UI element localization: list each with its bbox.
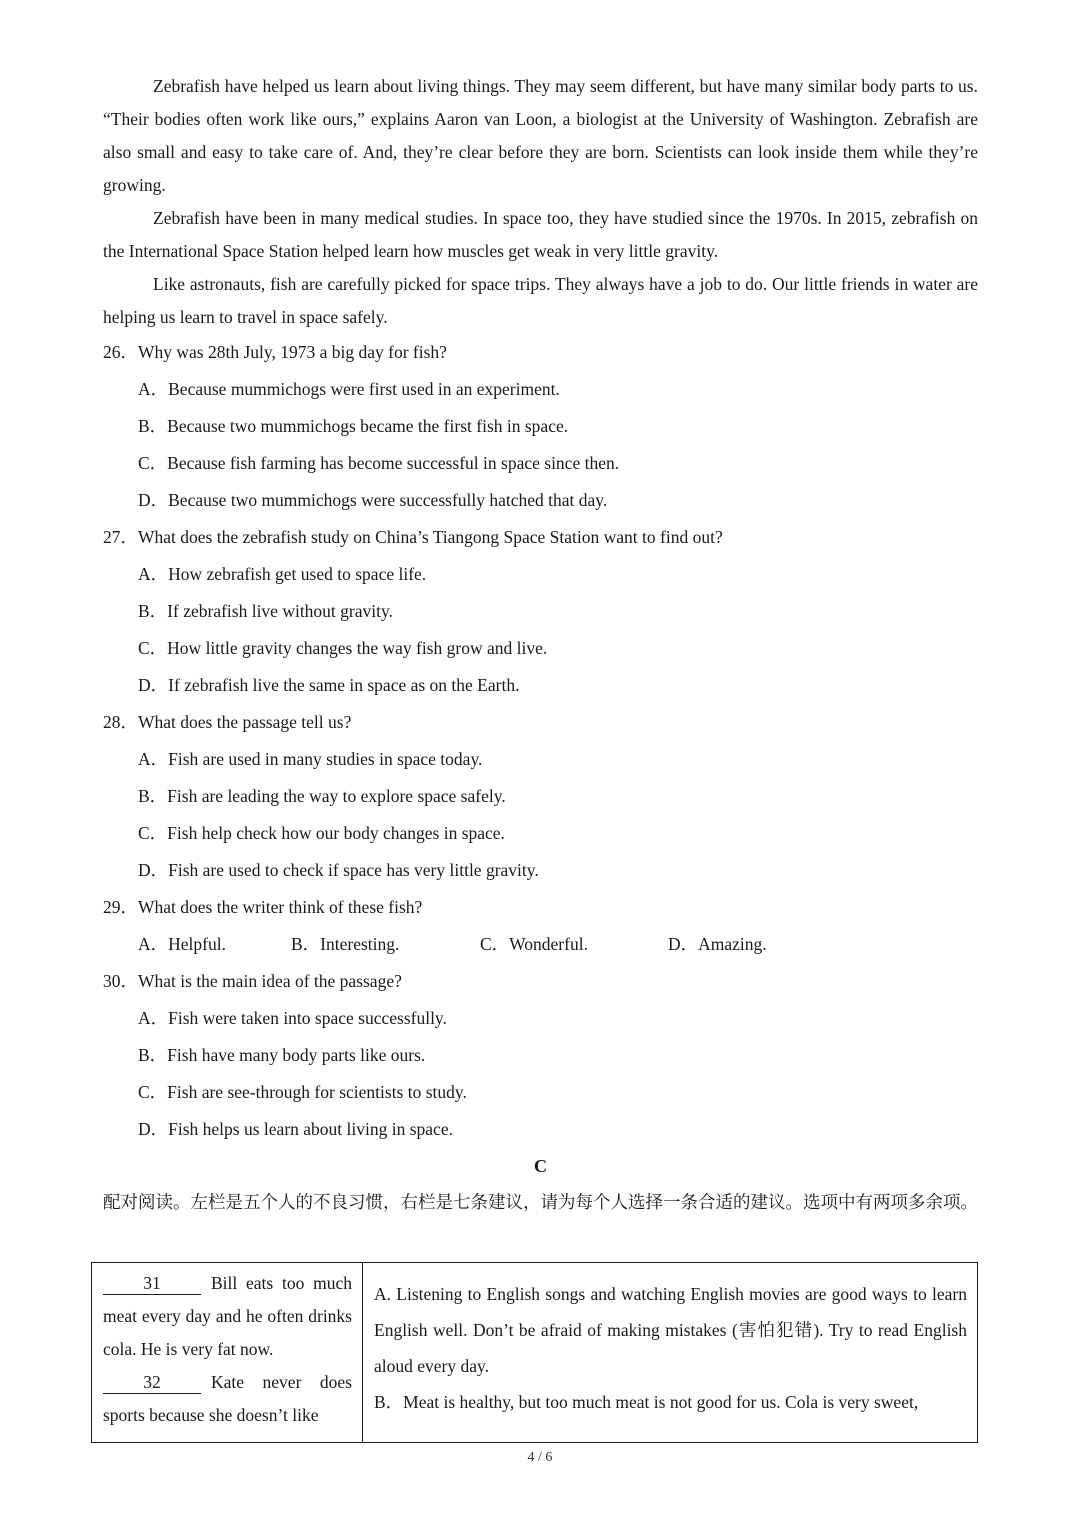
section-instruction: 配对阅读。左栏是五个人的不良习惯，右栏是七条建议，请为每个人选择一条合适的建议。选项中有两项多余项。: [103, 1192, 978, 1212]
option-b: B．Because two mummichogs became the first fish in space.: [138, 416, 569, 436]
passage-paragraph-2: Zebrafish have been in many medical studies. In space too, they have studied since the 1970s. In 2015, zebrafish on the International Space Station helped learn how muscles get weak in very little gravity.: [103, 208, 978, 261]
habit-item-32: [103, 1366, 352, 1432]
habit-text: Kate never does sports because she doesn’t like: [103, 1372, 352, 1425]
option-d: D．Because two mummichogs were successfully hatched that day.: [138, 490, 608, 510]
passage-paragraph-3: Like astronauts, fish are carefully picked for space trips. They always have a job to do. Our little friends in water are helping us learn to travel in space safely.: [103, 274, 978, 327]
option-b: B．Fish are leading the way to explore space safely.: [138, 786, 506, 806]
option-d: D．Fish helps us learn about living in space.: [138, 1119, 453, 1139]
question-stem: 26．Why was 28th July, 1973 a big day for fish?: [103, 342, 447, 362]
question-stem: 28．What does the passage tell us?: [103, 712, 352, 732]
right-column: [363, 1263, 978, 1443]
answer-blank[interactable]: 31: [103, 1272, 201, 1295]
section-title: C: [534, 1156, 547, 1176]
question-stem: 30．What is the main idea of the passage?: [103, 971, 402, 991]
habit-item-31: [103, 1267, 352, 1366]
matching-table: [91, 1262, 978, 1443]
question-stem: 27．What does the zebrafish study on China’s Tiangong Space Station want to find out?: [103, 527, 723, 547]
option-row: [103, 926, 978, 963]
answer-blank[interactable]: 32: [103, 1371, 201, 1394]
option-b: B．Interesting.: [291, 934, 400, 954]
option-c: C．Fish help check how our body changes in space.: [138, 823, 505, 843]
option-a: A．Fish are used in many studies in space today.: [138, 749, 483, 769]
question-27: [103, 519, 978, 704]
option-b: B．Fish have many body parts like ours.: [138, 1045, 426, 1065]
option-c: C．Fish are see-through for scientists to study.: [138, 1082, 467, 1102]
option-d: D．Amazing.: [668, 934, 767, 954]
left-column: [92, 1263, 363, 1443]
question-stem: 29．What does the writer think of these fish?: [103, 897, 423, 917]
page-number: 4 / 6: [527, 1450, 553, 1465]
question-28: [103, 704, 978, 889]
option-d: D．Fish are used to check if space has very little gravity.: [138, 860, 539, 880]
option-a: A．Because mummichogs were first used in an experiment.: [138, 379, 560, 399]
option-b: B．If zebrafish live without gravity.: [138, 601, 393, 621]
passage: [103, 70, 978, 334]
question-26: [103, 334, 978, 519]
document-page: [103, 70, 978, 1220]
option-c: C．Wonderful.: [480, 934, 588, 954]
option-c: C．How little gravity changes the way fish grow and live.: [138, 638, 548, 658]
option-c: C．Because fish farming has become successful in space since then.: [138, 453, 620, 473]
option-a: A．Fish were taken into space successfully.: [138, 1008, 447, 1028]
passage-paragraph-1: Zebrafish have helped us learn about living things. They may seem different, but have many similar body parts to us. “Their bodies often work like ours,” explains Aaron van Loon, a biologist at the University of Washington. Zebrafish are also small and easy to take care of. And, they’re clear before they are born. Scientists can look inside them while they’re growing.: [103, 76, 978, 195]
option-a: A．Helpful.: [138, 934, 226, 954]
habit-text: Bill eats too much meat every day and he often drinks cola. He is very fat now.: [103, 1273, 352, 1359]
question-29: [103, 889, 978, 963]
question-30: [103, 963, 978, 1148]
advice-a: A. Listening to English songs and watching English movies are good ways to learn English well. Don’t be afraid of making mistakes (害怕犯错). Try to read English aloud every day.: [374, 1284, 967, 1376]
option-a: A．How zebrafish get used to space life.: [138, 564, 427, 584]
option-d: D．If zebrafish live the same in space as on the Earth.: [138, 675, 520, 695]
advice-b: B．Meat is healthy, but too much meat is not good for us. Cola is very sweet,: [374, 1392, 919, 1412]
